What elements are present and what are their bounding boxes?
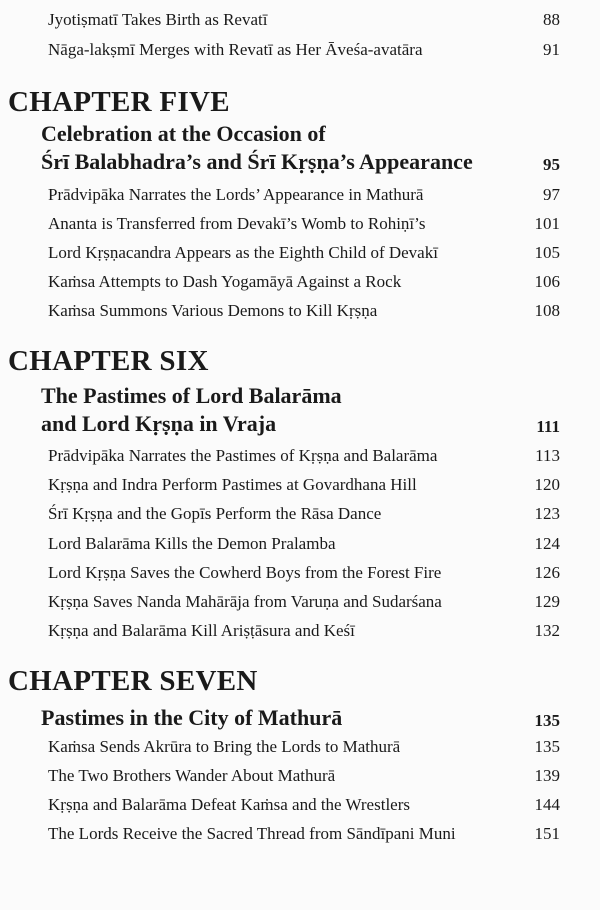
toc-entry [48, 591, 560, 613]
toc-entry [48, 242, 560, 264]
entry-page: 105 [534, 243, 560, 262]
entry-page: 135 [534, 737, 560, 756]
entry-title: Kṛṣṇa and Indra Perform Pastimes at Govardhana Hill [48, 475, 417, 494]
chapter-subtitle [41, 382, 560, 438]
entry-title: Lord Kṛṣṇa Saves the Cowherd Boys from the Forest Fire [48, 563, 442, 582]
toc-entry [48, 823, 560, 845]
subtitle-line: and Lord Kṛṣṇa in Vraja [41, 411, 277, 436]
entry-page: 139 [534, 766, 560, 785]
entry-title: Śrī Kṛṣṇa and the Gopīs Perform the Rāsa Dance [48, 504, 382, 523]
toc-entry [48, 184, 560, 206]
entry-page: 108 [534, 301, 560, 320]
toc-entry [48, 765, 560, 787]
toc-entry [48, 736, 560, 758]
entry-title: Nāga-lakṣmī Merges with Revatī as Her Āveśa-avatāra [48, 40, 423, 59]
toc-entry [48, 39, 560, 61]
toc-entry [48, 9, 560, 31]
toc-entry [48, 533, 560, 555]
chapter-heading: CHAPTER FIVE [8, 86, 230, 118]
entry-page: 144 [534, 795, 560, 814]
entry-title: Kaṁsa Attempts to Dash Yogamāyā Against a Rock [48, 272, 402, 291]
toc-entry [48, 503, 560, 525]
subtitle-line: Śrī Balabhadra’s and Śrī Kṛṣṇa’s Appearance [41, 149, 473, 174]
entry-title: Ananta is Transferred from Devakī’s Womb to Rohiṇī’s [48, 214, 426, 233]
chapter-heading: CHAPTER SEVEN [8, 665, 258, 697]
entry-title: Prādvipāka Narrates the Lords’ Appearance in Mathurā [48, 185, 424, 204]
toc-entry [48, 620, 560, 642]
entry-title: The Lords Receive the Sacred Thread from Sāndīpani Muni [48, 824, 456, 843]
chapter-page: 111 [536, 417, 560, 436]
chapter-subtitle [41, 120, 560, 176]
entry-page: 129 [534, 592, 560, 611]
entry-page: 123 [534, 504, 560, 523]
entry-page: 91 [543, 40, 560, 59]
chapter-heading: CHAPTER SIX [8, 345, 209, 377]
subtitle-line: Celebration at the Occasion of [41, 121, 326, 146]
toc-entry [48, 300, 560, 322]
toc-entry [48, 445, 560, 467]
subtitle-line: Pastimes in the City of Mathurā [41, 705, 343, 730]
entry-title: Kaṁsa Summons Various Demons to Kill Kṛṣṇa [48, 301, 378, 320]
entry-page: 106 [534, 272, 560, 291]
toc-entry [48, 562, 560, 584]
entry-title: Lord Kṛṣṇacandra Appears as the Eighth Child of Devakī [48, 243, 438, 262]
toc-entry [48, 271, 560, 293]
entry-page: 113 [535, 446, 560, 465]
entry-title: Kṛṣṇa and Balarāma Defeat Kaṁsa and the Wrestlers [48, 795, 410, 814]
entry-page: 101 [534, 214, 560, 233]
entry-page: 97 [543, 185, 560, 204]
subtitle-line: The Pastimes of Lord Balarāma [41, 383, 342, 408]
entry-page: 126 [534, 563, 560, 582]
entry-title: Kṛṣṇa and Balarāma Kill Ariṣṭāsura and Keśī [48, 621, 355, 640]
chapter-page: 135 [534, 711, 560, 730]
chapter-page: 95 [543, 155, 560, 174]
entry-title: Kṛṣṇa Saves Nanda Mahārāja from Varuṇa and Sudarśana [48, 592, 442, 611]
toc-entry [48, 794, 560, 816]
entry-page: 151 [534, 824, 560, 843]
toc-entry [48, 213, 560, 235]
entry-page: 88 [543, 10, 560, 29]
entry-title: Prādvipāka Narrates the Pastimes of Kṛṣṇa and Balarāma [48, 446, 438, 465]
entry-title: Lord Balarāma Kills the Demon Pralamba [48, 534, 336, 553]
entry-page: 124 [534, 534, 560, 553]
entry-title: The Two Brothers Wander About Mathurā [48, 766, 336, 785]
entry-title: Jyotiṣmatī Takes Birth as Revatī [48, 10, 268, 29]
entry-page: 120 [534, 475, 560, 494]
entry-title: Kaṁsa Sends Akrūra to Bring the Lords to Mathurā [48, 737, 401, 756]
toc-entry [48, 474, 560, 496]
entry-page: 132 [534, 621, 560, 640]
chapter-subtitle [41, 704, 560, 732]
